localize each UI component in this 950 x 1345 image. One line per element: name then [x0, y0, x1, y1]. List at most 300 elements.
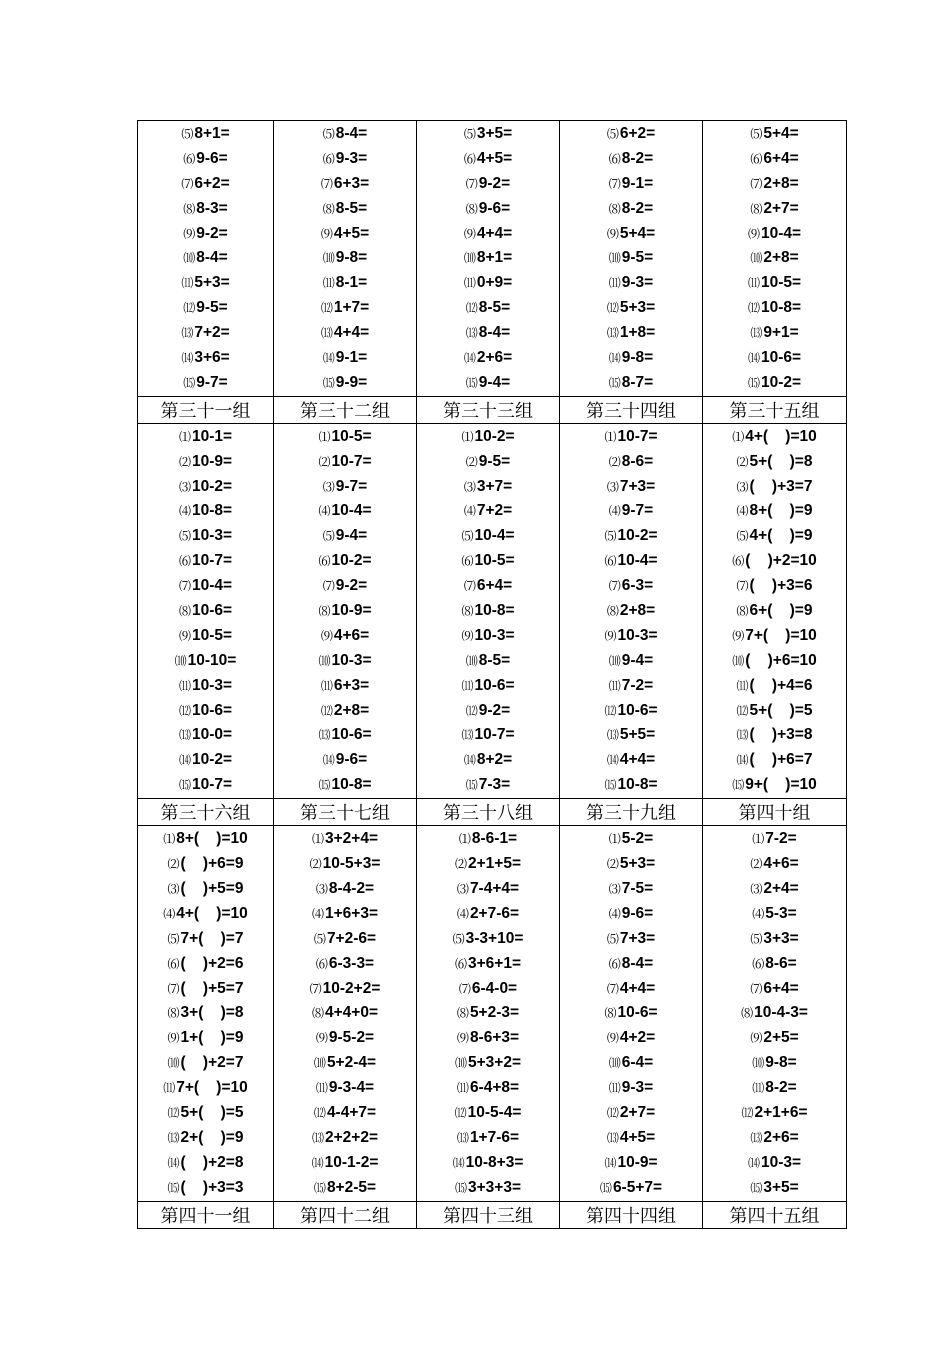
problem-item	[703, 877, 846, 902]
problem-item	[417, 475, 559, 500]
problem-item	[417, 1001, 559, 1026]
problem-group-cell	[138, 423, 274, 798]
problem-item	[417, 574, 559, 599]
problem-item	[703, 827, 846, 852]
problem-number: ⒂	[167, 1180, 180, 1195]
problem-expression: 5-3=	[765, 904, 797, 922]
problem-item	[274, 450, 416, 475]
problem-expression: 6+4=	[476, 577, 513, 595]
problem-expression: 5+3=	[619, 299, 656, 317]
problem-item	[138, 425, 273, 450]
problem-number: ⒀	[178, 728, 191, 743]
problem-expression: 8-4=	[196, 249, 228, 267]
problem-item	[703, 1151, 846, 1176]
problem-expression: 3+6=	[194, 349, 230, 367]
problem-number: ⑿	[736, 703, 749, 718]
problem-expression: ( )+3=6	[749, 577, 813, 595]
problem-expression: 10-1-2=	[324, 1153, 379, 1171]
problem-expression: 6-3-3=	[328, 954, 375, 972]
problem-expression: 9-8=	[335, 249, 368, 267]
problem-number: ⑽	[750, 251, 763, 266]
problem-item	[274, 624, 416, 649]
problem-item	[138, 1101, 273, 1126]
problem-item	[703, 246, 846, 271]
problem-expression: 10-9=	[331, 602, 372, 620]
problem-expression: 10-8=	[191, 502, 233, 520]
problem-expression: 9-5-2=	[328, 1029, 375, 1047]
problem-expression: 8+1=	[194, 125, 230, 142]
problem-expression: 7+2=	[476, 502, 513, 520]
problem-number: ⑴	[311, 832, 324, 847]
problem-item	[703, 574, 846, 599]
problem-number: ⒁	[747, 1155, 760, 1170]
problem-number: ⑽	[322, 251, 335, 266]
problem-item	[560, 475, 702, 500]
problem-item	[560, 827, 702, 852]
problem-item	[703, 699, 846, 724]
problem-number: ⑻	[604, 1006, 617, 1021]
problem-number: ⒂	[313, 1180, 326, 1195]
problem-expression: 3+( )=8	[180, 1004, 244, 1022]
problem-item	[138, 574, 273, 599]
problem-number: ⑶	[315, 881, 328, 896]
problem-item	[703, 475, 846, 500]
problem-expression: ( )+6=7	[749, 751, 813, 769]
problem-number: ⑾	[456, 1081, 469, 1096]
problem-number: ⑺	[750, 176, 763, 191]
problem-number: ⑵	[454, 857, 467, 872]
problem-item	[274, 902, 416, 927]
problem-expression: ( )+5=7	[180, 979, 244, 997]
problem-number: ⑼	[178, 628, 191, 643]
group-label: 第三十八组	[417, 799, 560, 826]
problem-number: ⑺	[736, 579, 749, 594]
problem-item	[560, 346, 702, 371]
problem-item	[703, 371, 846, 396]
problem-number: ⒂	[604, 778, 617, 793]
problem-number: ⒂	[178, 778, 191, 793]
problem-expression: ( )+3=7	[749, 477, 813, 495]
problem-expression: 6-3=	[621, 577, 654, 595]
problem-expression: 10-3=	[760, 1153, 802, 1171]
problem-expression: 7-3=	[478, 776, 511, 794]
problem-number: ⑺	[320, 176, 333, 191]
problem-expression: 3+3+3=	[467, 1178, 522, 1196]
problem-number: ⑾	[608, 276, 621, 291]
problem-number: ⑾	[461, 678, 474, 693]
problem-expression: 4-4+7=	[326, 1103, 377, 1121]
problem-number: ⑽	[454, 1056, 467, 1071]
problem-item	[560, 1126, 702, 1151]
problem-expression: 8-3=	[196, 199, 228, 217]
problem-item	[274, 674, 416, 699]
problem-expression: 8-4=	[478, 324, 511, 342]
problem-item	[560, 1176, 702, 1201]
problem-number: ⑷	[163, 906, 176, 921]
problem-expression: 8-7=	[621, 373, 654, 391]
problem-expression: 2+8=	[763, 174, 799, 192]
problem-expression: 7+2-6=	[326, 929, 377, 947]
problem-item	[560, 222, 702, 247]
problem-item	[274, 723, 416, 748]
problem-number: ⑺	[167, 981, 180, 996]
problem-item	[560, 624, 702, 649]
problem-item	[417, 147, 559, 172]
problem-number: ⑼	[315, 1031, 328, 1046]
group-label: 第三十七组	[274, 799, 417, 826]
problem-item	[417, 827, 559, 852]
problem-item	[560, 902, 702, 927]
problem-item	[138, 624, 273, 649]
problem-expression: 9-6=	[196, 149, 228, 167]
problem-item	[703, 147, 846, 172]
problem-item	[138, 748, 273, 773]
problem-number: ⑺	[463, 579, 476, 594]
problem-item	[138, 549, 273, 574]
problem-item	[417, 1176, 559, 1201]
problem-expression: 5+2-4=	[326, 1054, 377, 1072]
problem-expression: 8+( )=10	[176, 830, 248, 848]
problem-expression: 9-3=	[621, 274, 654, 292]
problem-number: ⒀	[320, 326, 333, 341]
problem-expression: 2+8=	[763, 249, 799, 267]
problem-number: ⑵	[318, 454, 331, 469]
problem-expression: 5+3+2=	[467, 1054, 522, 1072]
problem-item	[274, 222, 416, 247]
problem-item	[703, 748, 846, 773]
problem-item	[703, 1026, 846, 1051]
problem-number: ⑵	[736, 454, 749, 469]
problem-item	[417, 346, 559, 371]
problem-number: ⑾	[181, 276, 194, 291]
problem-item	[274, 1176, 416, 1201]
problem-expression: 9-8=	[621, 349, 654, 367]
problem-number: ⒂	[465, 778, 478, 793]
problem-expression: 6-4=	[621, 1054, 654, 1072]
problem-item	[703, 296, 846, 321]
problem-item	[417, 902, 559, 927]
problem-expression: 6+4=	[763, 979, 799, 997]
problem-number: ⒂	[318, 778, 331, 793]
problem-expression: 7+3=	[619, 477, 656, 495]
problem-number: ⑶	[463, 479, 476, 494]
problem-item	[703, 927, 846, 952]
problem-number: ⑺	[458, 981, 471, 996]
problem-expression: 10-7=	[191, 552, 233, 570]
problem-item	[703, 723, 846, 748]
problem-item	[138, 1026, 273, 1051]
problem-number: ⑵	[608, 454, 621, 469]
problem-expression: 8-1=	[335, 274, 368, 292]
group-label-row	[138, 396, 847, 423]
problem-expression: 10-1=	[191, 427, 233, 445]
problem-group-cell	[417, 121, 560, 397]
problem-expression: 2+1+6=	[754, 1103, 808, 1121]
problem-number: ⑵	[167, 857, 180, 872]
problem-number: ⑺	[465, 176, 478, 191]
problem-item	[274, 1051, 416, 1076]
problem-item	[417, 1126, 559, 1151]
problem-item	[274, 927, 416, 952]
problem-expression: 9-4=	[478, 373, 511, 391]
problem-number: ⑸	[452, 931, 465, 946]
problem-number: ⒂	[608, 375, 621, 390]
problem-item	[138, 1051, 273, 1076]
problem-expression: 9+1=	[763, 324, 799, 342]
problem-expression: 10-6=	[191, 602, 233, 620]
problem-number: ⑺	[309, 981, 322, 996]
problem-expression: 4+6=	[763, 855, 799, 873]
problem-number: ⑹	[315, 956, 328, 971]
problem-expression: 8-2=	[621, 149, 654, 167]
problem-group-cell	[560, 826, 703, 1201]
problem-expression: 3+5=	[763, 1178, 799, 1196]
problem-number: ⒂	[599, 1180, 612, 1195]
problem-number: ⑻	[456, 1006, 469, 1021]
problem-item	[703, 197, 846, 222]
problem-expression: 3+7=	[476, 477, 513, 495]
problem-expression: 7-2=	[621, 676, 654, 694]
problem-item	[274, 346, 416, 371]
problem-number: ⑸	[181, 127, 194, 141]
problem-item	[274, 475, 416, 500]
problem-item	[274, 371, 416, 396]
problem-number: ⑻	[311, 1006, 324, 1021]
problem-number: ⒁	[181, 351, 194, 366]
problem-expression: 3+5=	[476, 125, 513, 142]
problem-item	[560, 1076, 702, 1101]
problem-item	[138, 1001, 273, 1026]
problem-expression: 5+4=	[763, 125, 799, 142]
problem-number: ⑹	[167, 956, 180, 971]
problem-number: ⑾	[463, 276, 476, 291]
problem-item	[560, 122, 702, 147]
problem-expression: 8+( )=9	[749, 502, 813, 520]
problem-number: ⒁	[463, 351, 476, 366]
problem-expression: 9-2=	[478, 701, 511, 719]
problem-item	[274, 977, 416, 1002]
problem-group-cell	[274, 121, 417, 397]
problem-item	[138, 271, 273, 296]
problem-item	[560, 425, 702, 450]
problem-number: ⑾	[752, 1081, 765, 1096]
problem-expression: 9-6=	[335, 751, 368, 769]
problem-expression: 4+6=	[333, 626, 370, 644]
problem-item	[138, 902, 273, 927]
problem-item	[560, 852, 702, 877]
problem-expression: 10-7=	[331, 452, 372, 470]
problem-expression: 10-2=	[191, 477, 233, 495]
problem-item	[703, 222, 846, 247]
problem-number: ⒁	[178, 753, 191, 768]
problem-number: ⑼	[606, 226, 619, 241]
problem-item	[560, 499, 702, 524]
problem-item	[703, 1126, 846, 1151]
problem-number: ⑿	[604, 703, 617, 718]
problem-item	[417, 1151, 559, 1176]
group-label: 第四十一组	[138, 1201, 274, 1228]
group-label: 第三十三组	[417, 396, 560, 423]
problem-number: ⑽	[183, 251, 196, 266]
problem-number: ⑽	[318, 653, 331, 668]
problem-number: ⑹	[752, 956, 765, 971]
problem-item	[274, 852, 416, 877]
problem-item	[274, 122, 416, 147]
problem-row	[138, 826, 847, 1201]
problem-number: ⑹	[608, 151, 621, 166]
problem-number: ⒂	[183, 375, 196, 390]
problem-expression: 7+( )=10	[745, 626, 817, 644]
problem-item	[138, 877, 273, 902]
problem-expression: 1+7=	[333, 299, 370, 317]
problem-expression: 10-4-3=	[754, 1004, 808, 1022]
problem-number: ⒀	[736, 728, 749, 743]
problem-expression: 9-7=	[621, 502, 654, 520]
problem-expression: 6+3=	[333, 174, 370, 192]
problem-expression: 4+4=	[333, 324, 370, 342]
problem-item	[560, 197, 702, 222]
problem-number: ⑿	[167, 1105, 180, 1120]
problem-expression: 10-8=	[617, 776, 658, 794]
problem-expression: 10-4=	[474, 527, 515, 545]
group-label: 第三十六组	[138, 799, 274, 826]
problem-item	[703, 1051, 846, 1076]
problem-item	[138, 475, 273, 500]
problem-item	[560, 723, 702, 748]
problem-item	[417, 1051, 559, 1076]
problem-number: ⑸	[178, 529, 191, 544]
problem-number: ⑷	[318, 504, 331, 519]
problem-number: ⑴	[752, 832, 765, 847]
problem-item	[417, 524, 559, 549]
problem-expression: 5+2-3=	[469, 1004, 520, 1022]
problem-number: ⑻	[741, 1006, 754, 1021]
problem-number: ⑴	[461, 429, 474, 444]
problem-expression: 1+7-6=	[469, 1128, 520, 1146]
problem-expression: 8-6-1=	[471, 830, 518, 848]
problem-number: ⒂	[747, 375, 760, 390]
problem-number: ⑿	[320, 301, 333, 316]
problem-number: ⑾	[608, 1081, 621, 1096]
problem-expression: 7+( )=7	[180, 929, 244, 947]
problem-expression: 9-3=	[621, 1079, 654, 1097]
problem-expression: 10-5=	[331, 427, 372, 445]
problem-expression: 10-7=	[191, 776, 233, 794]
problem-number: ⑶	[606, 479, 619, 494]
problem-number: ⑴	[318, 429, 331, 444]
problem-number: ⑿	[320, 703, 333, 718]
problem-number: ⑶	[736, 479, 749, 494]
problem-item	[560, 321, 702, 346]
problem-item	[417, 877, 559, 902]
group-label: 第三十五组	[703, 396, 847, 423]
problem-number: ⑻	[461, 604, 474, 619]
problem-expression: 4+( )=10	[745, 427, 817, 445]
problem-number: ⒁	[736, 753, 749, 768]
problem-item	[274, 574, 416, 599]
problem-expression: ( )+2=8	[180, 1153, 244, 1171]
problem-expression: 10-10=	[187, 651, 237, 669]
problem-expression: 9-4=	[621, 651, 654, 669]
problem-item	[560, 524, 702, 549]
problem-number: ⑻	[608, 201, 621, 216]
problem-group-cell	[560, 121, 703, 397]
problem-number: ⑴	[458, 832, 471, 847]
problem-expression: 9-5=	[478, 452, 511, 470]
problem-expression: 2+1+5=	[467, 855, 522, 873]
problem-expression: 9-9=	[335, 373, 368, 391]
problem-number: ⒀	[456, 1130, 469, 1145]
group-label: 第三十九组	[560, 799, 703, 826]
problem-number: ⑴	[732, 429, 745, 444]
problem-item	[138, 1076, 273, 1101]
problem-expression: 7-5=	[621, 879, 654, 897]
problem-expression: 3+6+1=	[467, 954, 522, 972]
problem-number: ⑹	[322, 151, 335, 166]
problem-expression: 9-4=	[335, 527, 368, 545]
problem-number: ⑾	[163, 1081, 176, 1096]
problem-item	[138, 371, 273, 396]
problem-number: ⒀	[606, 728, 619, 743]
problem-item	[274, 524, 416, 549]
problem-number: ⑼	[747, 226, 760, 241]
problem-item	[274, 296, 416, 321]
problem-expression: 1+( )=9	[180, 1029, 244, 1047]
problem-item	[703, 952, 846, 977]
problem-group-cell	[274, 826, 417, 1201]
problem-item	[274, 147, 416, 172]
problem-number: ⑼	[183, 226, 196, 241]
problem-number: ⑷	[752, 906, 765, 921]
problem-item	[560, 296, 702, 321]
problem-expression: 10-4=	[617, 552, 658, 570]
problem-item	[560, 649, 702, 674]
problem-number: ⑻	[465, 201, 478, 216]
problem-number: ⑿	[454, 1105, 467, 1120]
problem-expression: 10-2+2=	[322, 979, 381, 997]
problem-item	[274, 321, 416, 346]
problem-item	[560, 699, 702, 724]
group-label: 第三十一组	[138, 396, 274, 423]
problem-number: ⑸	[322, 529, 335, 544]
problem-group-cell	[138, 826, 274, 1201]
problem-expression: 6+3=	[333, 676, 370, 694]
problem-number: ⒂	[732, 778, 745, 793]
problem-expression: 9-2=	[335, 577, 368, 595]
problem-number: ⒁	[463, 753, 476, 768]
problem-expression: 2+6=	[763, 1128, 799, 1146]
problem-number: ⑽	[167, 1056, 180, 1071]
problem-item	[703, 1076, 846, 1101]
problem-expression: 9-5=	[621, 249, 654, 267]
problem-expression: 2+2+2=	[324, 1128, 379, 1146]
problem-expression: 2+4=	[763, 879, 799, 897]
group-label: 第四十组	[703, 799, 847, 826]
problem-number: ⒀	[465, 326, 478, 341]
problem-number: ⑿	[465, 301, 478, 316]
problem-item	[560, 952, 702, 977]
problem-expression: 9-6=	[621, 904, 654, 922]
problem-item	[138, 499, 273, 524]
problem-number: ⑿	[465, 703, 478, 718]
problem-item	[417, 197, 559, 222]
group-label-row	[138, 799, 847, 826]
problem-number: ⑶	[750, 881, 763, 896]
problem-group-cell	[703, 423, 847, 798]
problem-number: ⑺	[178, 579, 191, 594]
problem-expression: 10-6=	[617, 701, 658, 719]
problem-number: ⒂	[465, 375, 478, 390]
